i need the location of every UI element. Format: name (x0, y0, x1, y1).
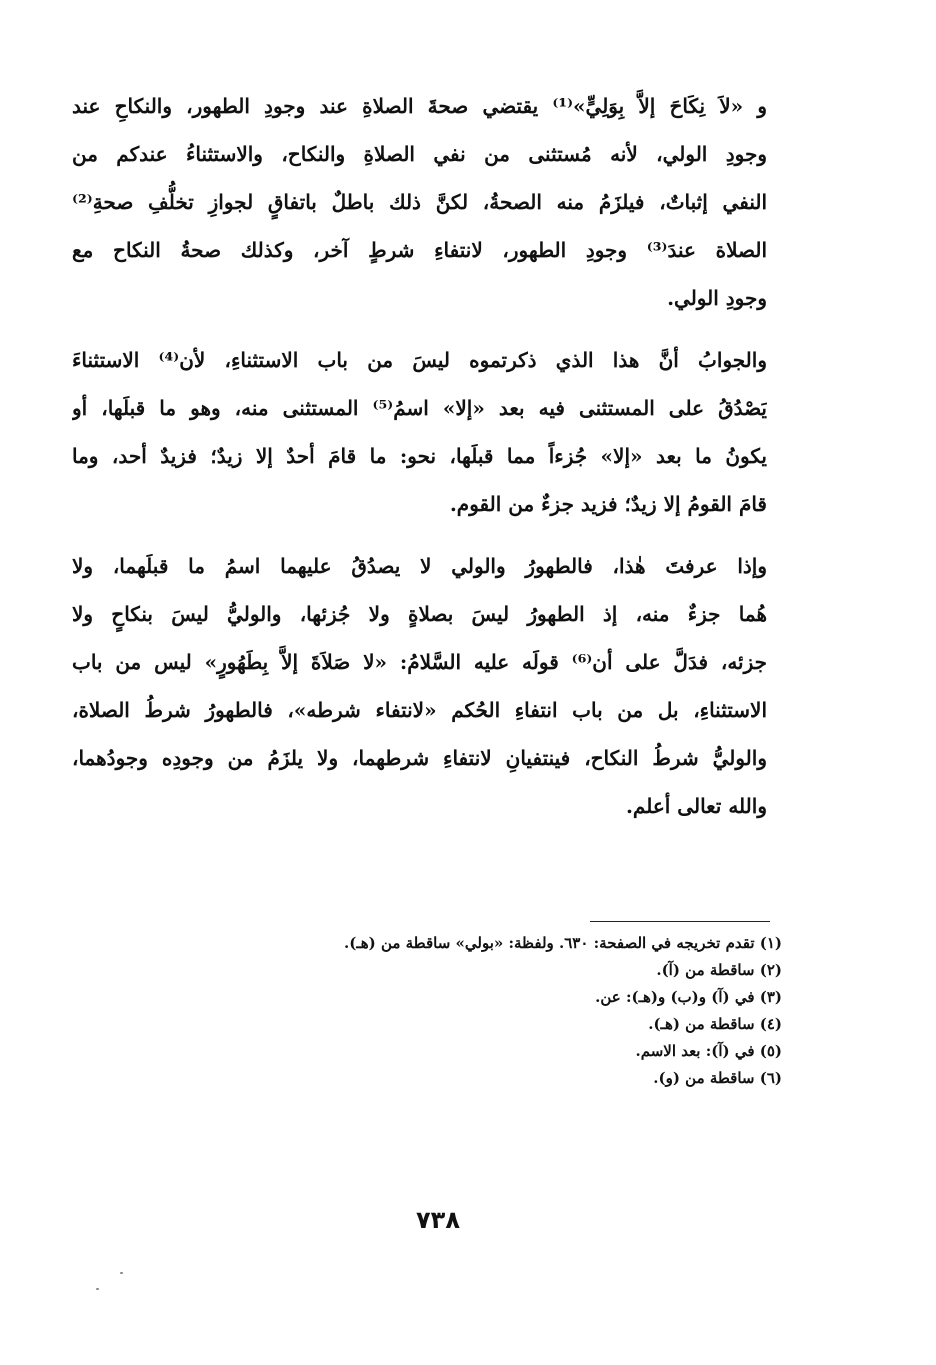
text-line: والجوابُ أنَّ هذا الذي ذكرتموه ليسَ من باب الاستثناءِ، لأن⁽⁴⁾ الاستثناءَ (72, 348, 767, 372)
text-line: وجودِ الولي، لأنه مُستثنى من نفي الصلاةِ والنكاح، والاستثناءُ عندكم من (72, 142, 767, 166)
footnote: (٤) ساقطة من (هـ). (648, 1015, 782, 1033)
text-line: هُما جزءٌ منه، إذ الطهورُ ليسَ بصلاةٍ ولا جُزئها، والوليُّ ليسَ بنكاحٍ ولا (72, 602, 767, 626)
footnote: (١) تقدم تخريجه في الصفحة: ٦٣٠. ولفظة: «بولي» ساقطة من (هـ). (344, 934, 782, 952)
text-line: و «لاَ نِكَاحَ إلاَّ بِوَلِيٍّ»⁽¹⁾ يقتضي صحةَ الصلاةِ عند وجودِ الطهور، والنكاحِ عند (72, 94, 767, 118)
footnote: (٣) في (آ) و(ب) و(هـ): عن. (595, 988, 782, 1006)
text-line: النفي إثباتٌ، فيلزَمُ منه الصحةُ، لكنَّ ذلك باطلٌ باتفاقٍ لجوازِ تخلُّفِ صحةِ⁽²⁾ (72, 190, 767, 214)
scan-speck (120, 1272, 123, 1274)
paragraph-gap (72, 528, 767, 542)
text-line: جزئه، فدَلَّ على أن⁽⁶⁾ قولَه عليه السَّلامُ: «لا صَلاَةَ إلاَّ بِطَهُورٍ» ليس من باب (72, 650, 767, 674)
text-line: وجودِ الولي. (667, 286, 767, 310)
text-line: وإذا عرفتَ هٰذا، فالطهورُ والولي لا يصدُقُ عليهما اسمُ ما قبلَهما، ولا (72, 554, 767, 578)
text-line: والوليُّ شرطُ النكاح، فينتفيانِ لانتفاءِ شرطهما، ولا يلزَمُ من وجودِه وجودُهما، (72, 746, 767, 770)
paragraph-3 (72, 542, 767, 830)
footnote-separator (590, 921, 770, 922)
paragraph-1 (72, 82, 767, 322)
text-line: والله تعالى أعلم. (625, 794, 767, 818)
footnotes (200, 930, 782, 1092)
text-line: يكونُ ما بعد «إلا» جُزءاً مما قبلَها، نحو: ما قامَ أحدٌ إلا زيدٌ؛ فزيدٌ أحد، وما (72, 444, 767, 468)
scan-speck (96, 1288, 99, 1290)
main-text (72, 82, 767, 830)
text-line: يَصْدُقُ على المستثنى فيه بعد «إلا» اسمُ⁽⁵⁾ المستثنى منه، وهو ما قبلَها، أو (72, 396, 767, 420)
paragraph-2 (72, 336, 767, 528)
text-line: الاستثناءِ، بل من باب انتفاءِ الحُكم «لانتفاء شرطه»، فالطهورُ شرطُ الصلاة، (72, 698, 767, 722)
text-line: الصلاة عندَ⁽³⁾ وجودِ الطهور، لانتفاءِ شرطٍ آخر، وكذلك صحةُ النكاح مع (72, 238, 767, 262)
footnote: (٢) ساقطة من (آ). (656, 961, 782, 979)
page-number: ٧٣٨ (416, 1206, 460, 1234)
footnote: (٦) ساقطة من (و). (653, 1069, 782, 1087)
text-line: قامَ القومُ إلا زيدٌ؛ فزيد جزءٌ من القوم. (449, 492, 767, 516)
paragraph-gap (72, 322, 767, 336)
footnote: (٥) في (آ): بعد الاسم. (635, 1042, 782, 1060)
